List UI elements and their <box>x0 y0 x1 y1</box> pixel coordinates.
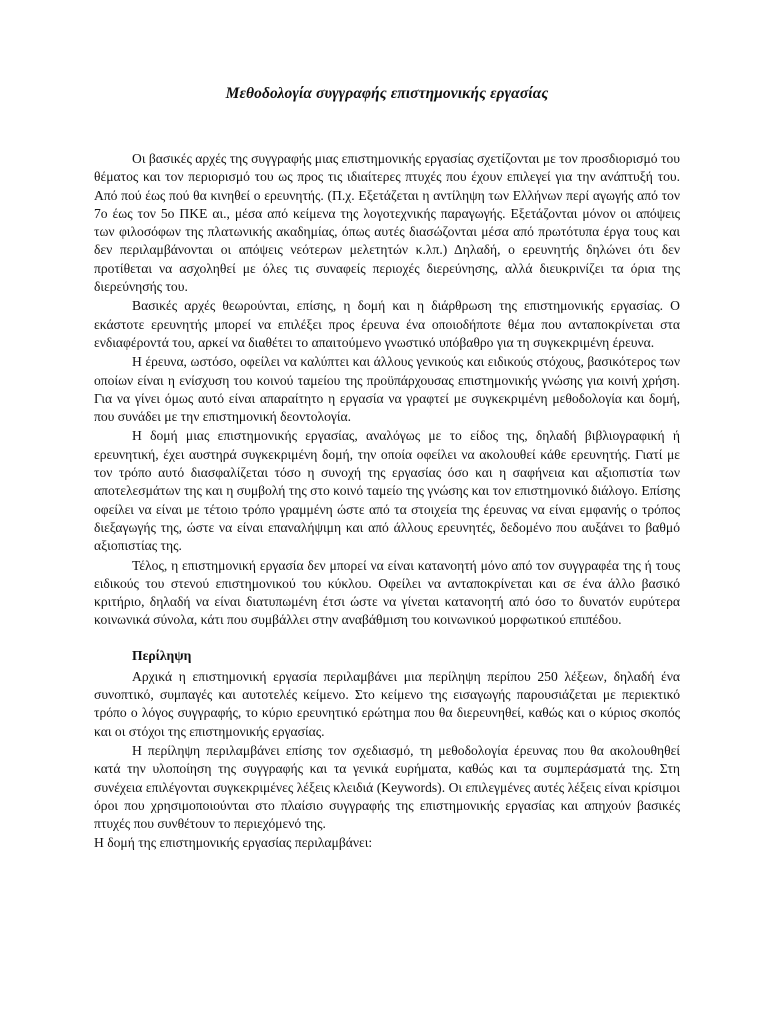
paragraph-topic-definition: Οι βασικές αρχές της συγγραφής μιας επιστημονικής εργασίας σχετίζονται με τον προσδιορισμό του θέματος και τον περιορισμό του ως προς τις ιδιαίτερες πτυχές που έχουν επιλεγεί για την ανάπτυξή του. Από πού έως πού θα κινηθεί ο ερευνητής. (Π.χ. Εξετάζεται η αντίληψη των Ελλήνων περί αγωγής από τον 7ο έως τον 5ο ΠΚΕ αι., μέσα από κείμενα της λογοτεχνικής παραγωγής. Εξετάζονται μόνον οι απόψεις των φιλοσόφων της πλατωνικής ακαδημίας, όπως αυτές διασώζονται μέσα από πρωτότυπα έργα τους και δεν περιλαμβάνονται οι απόψεις νεότερων μελετητών κ.λπ.) Δηλαδή, ο ερευνητής δηλώνει ότι δεν προτίθεται να ασχοληθεί με όλες τις συναφείς περιοχές διερεύνησης, αλλά διευκρινίζει τα όρια της διερεύνησής του. <box>94 151 680 295</box>
paragraph-structure: Βασικές αρχές θεωρούνται, επίσης, η δομή και η διάρθρωση της επιστημονικής εργασίας. Ο εκάστοτε ερευνητής μπορεί να επιλέξει προς έρευνα ένα οποιοδήποτε θέμα που ανταποκρίνεται στα ενδιαφέροντά του, αρκεί να διαθέτει το απαιτούμενο γνωστικό υπόβαθρο για τη συγκεκριμένη έρευνα. <box>94 298 680 350</box>
structure-list-lead-in: Η δομή της επιστημονικής εργασίας περιλαμβάνει: <box>94 835 373 851</box>
paragraph-research-goals: Η έρευνα, ωστόσο, οφείλει να καλύπτει και άλλους γενικούς και ειδικούς στόχους, βασικότερος των οποίων είναι η ενίσχυση του κοινού ταμείου της προϋπάρχουσας επιστημονικής γνώσης για κοινή χρήση. Για να γίνει όμως αυτό είναι απαραίτητο η εργασία να γραφτεί με συγκεκριμένη μεθοδολογία και δομή, που συνάδει με την επιστημονική δεοντολογία. <box>94 354 680 425</box>
intro-section <box>94 150 680 630</box>
paragraph-comprehensibility: Τέλος, η επιστημονική εργασία δεν μπορεί να είναι κατανοητή μόνο από τον συγγραφέα της ή τους ειδικούς του στενού επιστημονικού του κύκλου. Οφείλει να ανταποκρίνεται και σε ένα άλλο βασικό κριτήριο, δηλαδή να είναι διατυπωμένη έτσι ώστε να γίνεται κατανοητή από όσο το δυνατόν ευρύτερα κοινωνικά σύνολα, κάτι που συμβάλλει στην αναβάθμιση του κοινωνικού μορφωτικού επιπέδου. <box>94 557 680 628</box>
paragraph-summary-details: Η περίληψη περιλαμβάνει επίσης τον σχεδιασμό, τη μεθοδολογία έρευνας που θα ακολουθηθεί κατά την υλοποίηση της συγγραφής και τα γενικά ευρήματα, καθώς και τα συμπεράσματά της. Στη συνέχεια επιλέγονται συγκεκριμένες λέξεις κλειδιά (Keywords). Οι επιλεγμένες αυτές λέξεις είναι κρίσιμοι όροι που χρησιμοποιούνται στο πλαίσιο συγγραφής της επιστημονικής εργασίας και απηχούν βασικές πτυχές που συνθέτουν το περιεχόμενό της. <box>94 742 680 832</box>
summary-section <box>94 647 680 853</box>
summary-heading: Περίληψη <box>132 647 192 663</box>
paragraph-summary-intro: Αρχικά η επιστημονική εργασία περιλαμβάνει μια περίληψη περίπου 250 λέξεων, δηλαδή ένα συνοπτικό, συμπαγές και αυτοτελές κείμενο. Στο κείμενο της εισαγωγής παρουσιάζεται με περιεκτικό τρόπο ο λόγος συγγραφής, το κύριο ερευνητικό ερώτημα που θα διερευνηθεί, καθώς και ο κύριος σκοπός και οι στόχοι της επιστημονικής εργασίας. <box>94 668 680 739</box>
document-title: Μεθοδολογία συγγραφής επιστημονικής εργασίας <box>225 85 549 102</box>
paragraph-structure-types: Η δομή μιας επιστημονικής εργασίας, αναλόγως με το είδος της, δηλαδή βιβλιογραφική ή ερευνητική, έχει αυστηρά συγκεκριμένη δομή, την οποία οφείλει να ακολουθεί κάθε ερευνητής. Γιατί με τον τρόπο αυτό διασφαλίζεται τόσο η συνοχή της εργασίας όσο και η σαφήνεια και αξιοπιστία των αποτελεσμάτων της και η συμβολή της στο κοινό ταμείο της γνώσης και τον επιστημονικό διάλογο. Επίσης οφείλει να είναι με τέτοιο τρόπο γραμμένη ώστε από τα στοιχεία της έρευνας να είναι εμφανής ο τρόπος διεξαγωγής της, ώστε να είναι επαναλήψιμη και από άλλους ερευνητές, δεδομένο που αυξάνει το βαθμό αξιοπιστίας της. <box>94 428 680 554</box>
document-page <box>94 0 680 853</box>
